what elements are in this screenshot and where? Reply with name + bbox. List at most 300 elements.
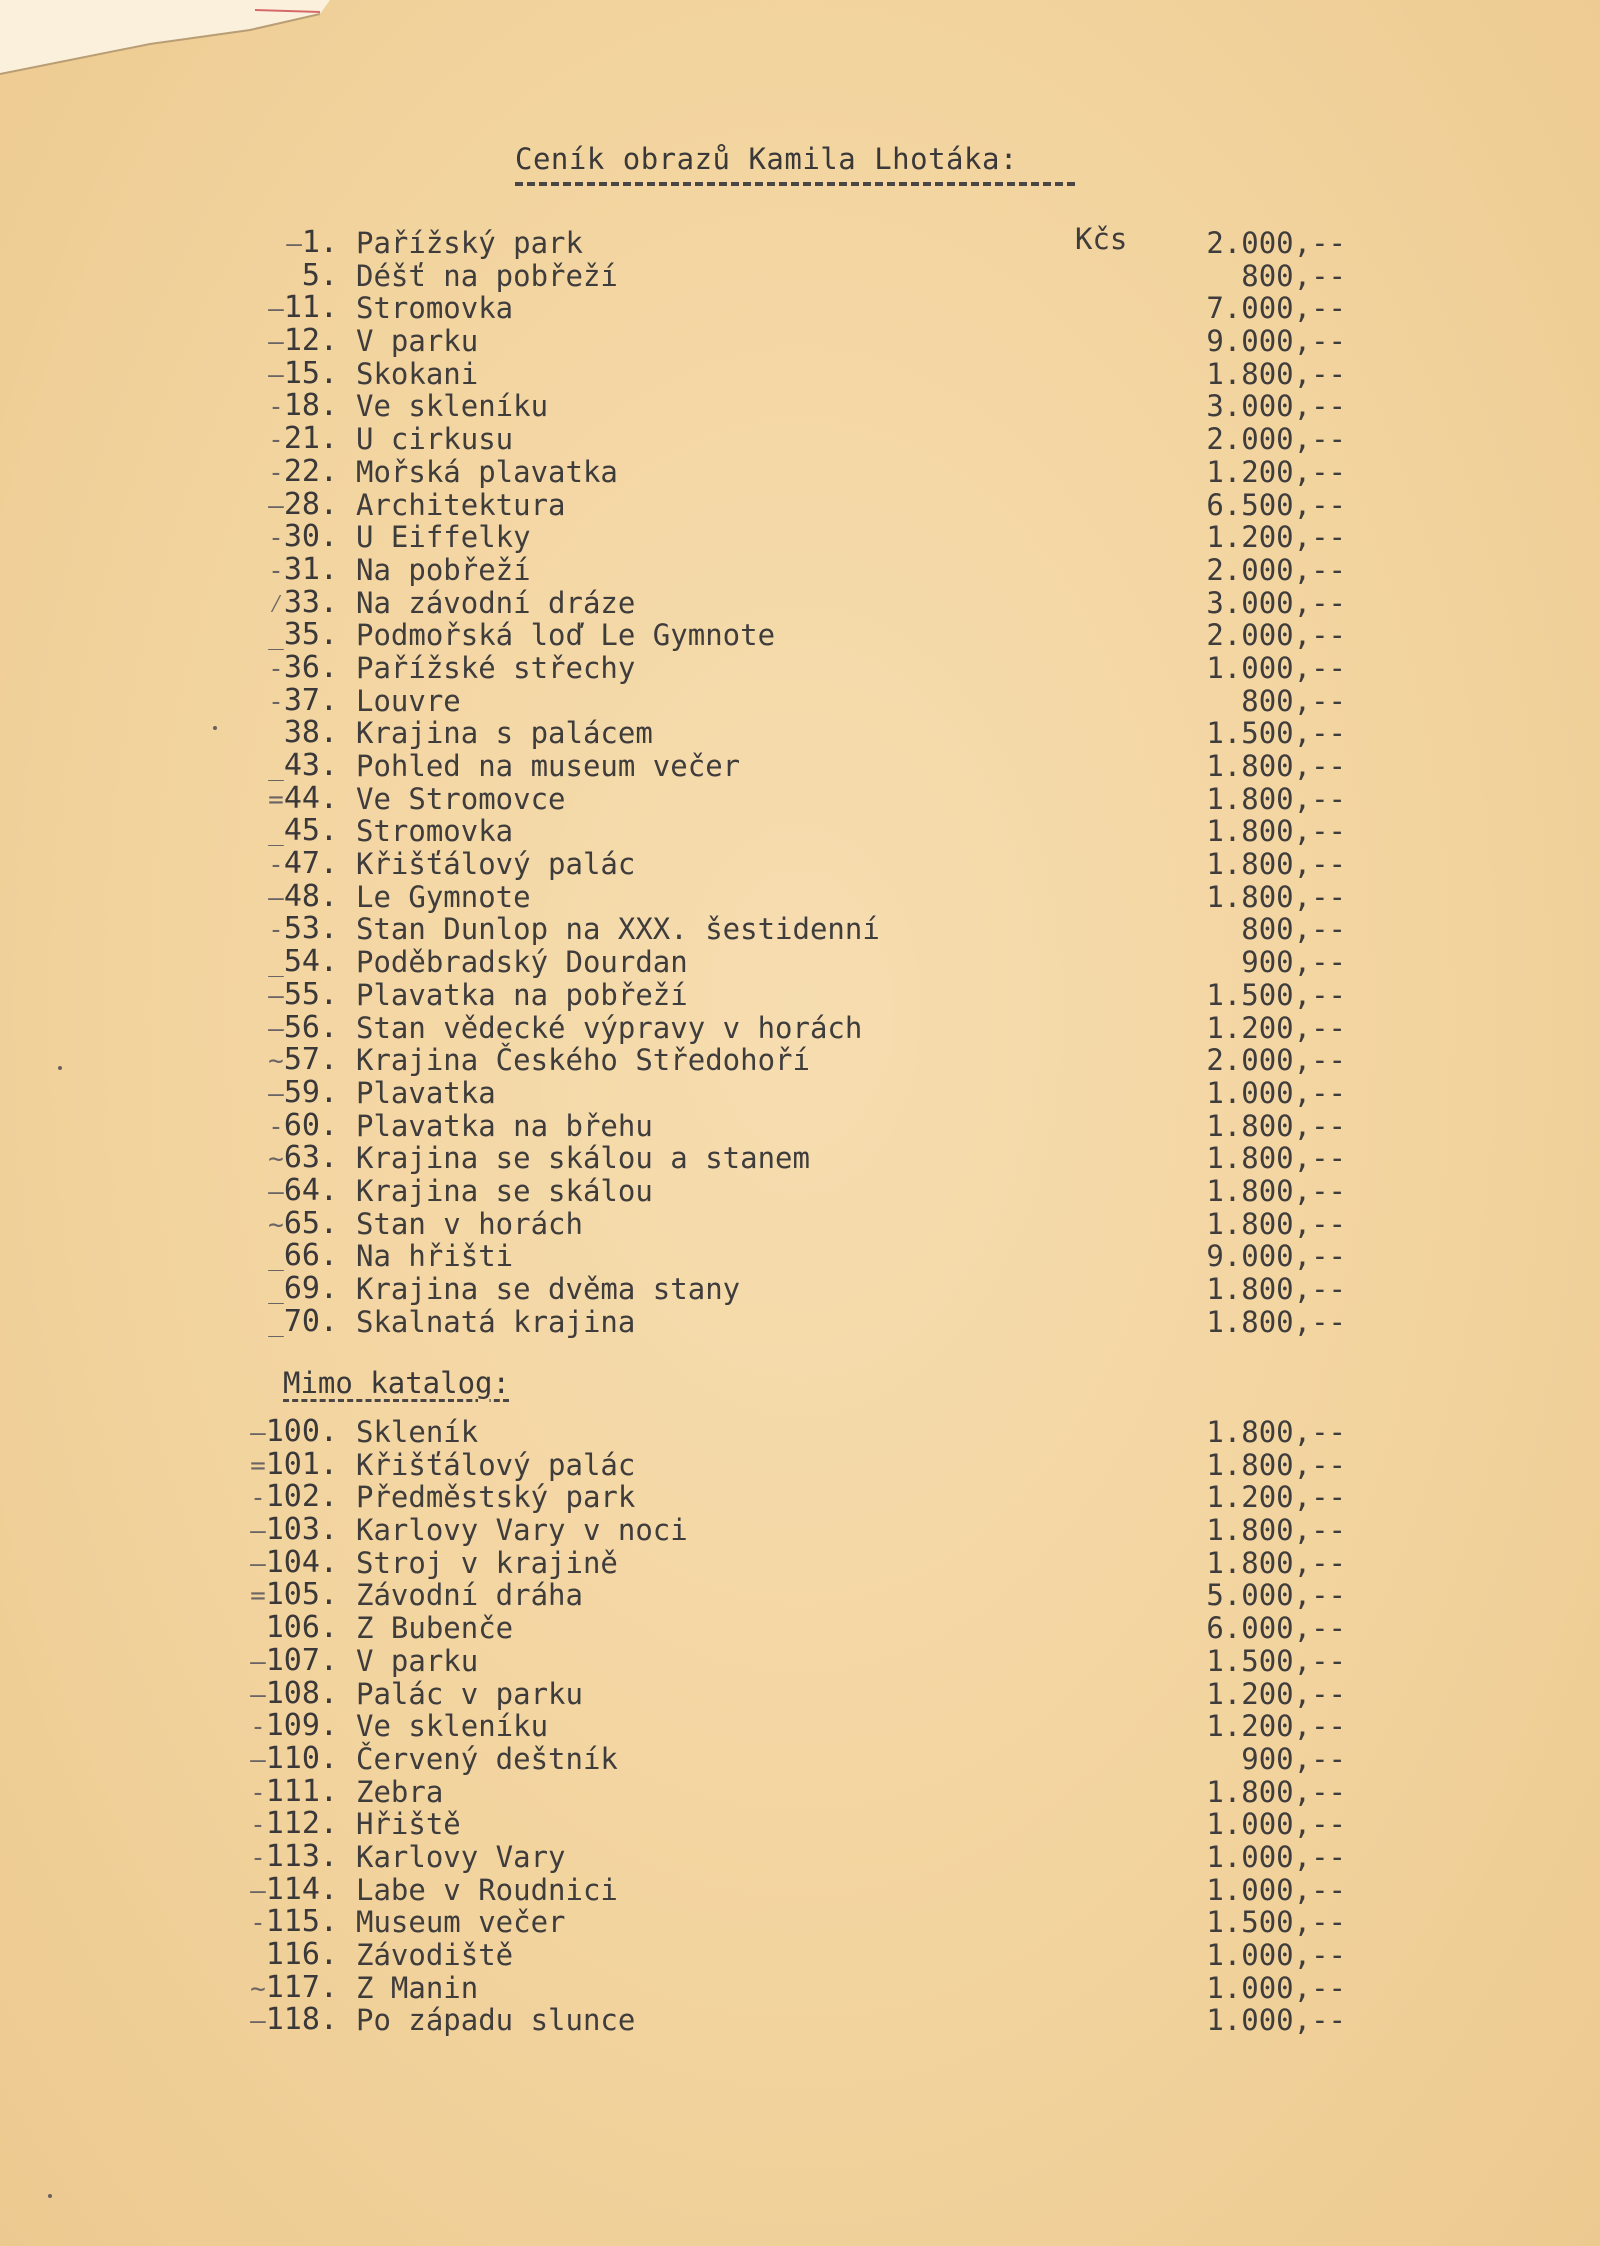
item-number-text: 56. <box>283 1009 338 1045</box>
painting-title: Ve skleníku <box>356 1709 549 1744</box>
painting-price: 3.000,-- <box>1206 585 1346 620</box>
list-item <box>0 222 1600 260</box>
item-number <box>268 292 338 325</box>
item-number <box>250 2004 338 2037</box>
pencil-tick-mark: = <box>250 1450 266 1481</box>
paper-speck <box>213 726 217 730</box>
painting-price: 2.000,-- <box>1206 422 1346 457</box>
item-number <box>268 878 338 914</box>
item-number <box>268 1142 338 1175</box>
item-number <box>268 649 338 685</box>
pencil-tick-mark: _ <box>268 817 284 848</box>
pencil-tick-mark: - <box>268 425 284 456</box>
item-number <box>268 682 338 718</box>
item-number <box>250 1481 338 1514</box>
pencil-tick-mark: - <box>268 1111 284 1142</box>
pencil-tick-mark: _ <box>268 1242 284 1273</box>
item-number <box>268 1009 338 1045</box>
pencil-tick-mark: - <box>268 523 284 554</box>
item-number <box>250 1514 338 1547</box>
painting-price: 1.200,-- <box>1206 520 1346 555</box>
item-number <box>250 1838 338 1874</box>
item-number-text: 102. <box>265 1479 338 1515</box>
painting-title: Závodiště <box>356 1938 514 1972</box>
item-number-text: 104. <box>265 1544 338 1580</box>
item-number-text: 31. <box>283 551 338 587</box>
item-number-text: 65. <box>283 1205 338 1241</box>
item-number-text: 28. <box>283 486 338 522</box>
painting-title: Z Manin <box>356 1970 479 2005</box>
item-number-text: 12. <box>283 323 338 359</box>
painting-price: 800,-- <box>1241 683 1346 718</box>
painting-price: 1.500,-- <box>1206 1643 1346 1678</box>
item-number <box>268 1205 338 1241</box>
painting-title: Louvre <box>356 683 461 718</box>
painting-title: Ve skleníku <box>356 389 549 424</box>
item-number <box>268 750 338 783</box>
painting-price: 2.000,-- <box>1206 1043 1346 1078</box>
painting-title: Pařížský park <box>356 226 583 260</box>
catalog-list <box>0 222 1600 1339</box>
list-item <box>0 1808 1600 1841</box>
pencil-tick-mark: _ <box>268 948 284 979</box>
painting-title: Plavatka na břehu <box>356 1108 653 1143</box>
list-item <box>0 649 1600 685</box>
item-number-text: 1. <box>301 225 338 260</box>
torn-corner <box>0 0 340 80</box>
pencil-tick-mark: - <box>268 686 284 717</box>
paper-speck <box>58 1066 62 1070</box>
item-number <box>268 1273 338 1306</box>
list-item <box>0 1642 1600 1678</box>
painting-title: Zebra <box>356 1774 444 1809</box>
painting-price: 1.000,-- <box>1206 1075 1346 1110</box>
list-item <box>0 257 1600 293</box>
painting-price: 5.000,-- <box>1206 1578 1346 1613</box>
list-item <box>0 453 1600 489</box>
item-number-text: 64. <box>283 1172 338 1208</box>
item-number-text: 105. <box>265 1577 338 1613</box>
pencil-tick-mark: ~ <box>268 1144 284 1175</box>
item-number-text: 111. <box>265 1773 338 1809</box>
painting-title: Hřiště <box>356 1807 461 1842</box>
painting-price: 1.000,-- <box>1206 1938 1346 1972</box>
painting-title: Stroj v krajině <box>356 1545 618 1580</box>
item-number-text: 63. <box>283 1140 338 1176</box>
item-number-text: 113. <box>265 1838 338 1874</box>
pencil-tick-mark: ~ <box>268 1046 284 1077</box>
painting-price: 1.800,-- <box>1206 847 1346 882</box>
painting-title: Poděbradský Dourdan <box>356 945 688 980</box>
pencil-tick-mark: — <box>268 980 284 1011</box>
item-number-text: 116. <box>265 1937 338 1972</box>
list-item <box>0 1107 1600 1143</box>
item-number-text: 48. <box>283 878 338 914</box>
painting-price: 1.000,-- <box>1206 2003 1346 2038</box>
list-item <box>0 1740 1600 1776</box>
painting-price: 1.800,-- <box>1206 1774 1346 1809</box>
painting-price: 1.000,-- <box>1206 1970 1346 2005</box>
list-item <box>0 1838 1600 1874</box>
painting-price: 1.800,-- <box>1206 781 1346 816</box>
list-item <box>0 1906 1600 1939</box>
pencil-tick-mark: — <box>268 490 284 521</box>
painting-price: 1.800,-- <box>1206 1415 1346 1449</box>
pencil-tick-mark: — <box>286 229 302 259</box>
item-number <box>268 848 338 881</box>
item-number-text: 37. <box>283 682 338 718</box>
list-item <box>0 913 1600 946</box>
item-number <box>266 1939 338 1972</box>
painting-title: Pohled na museum večer <box>356 749 741 783</box>
item-number <box>268 453 338 489</box>
pencil-tick-mark: _ <box>268 1275 284 1305</box>
list-item <box>0 325 1600 358</box>
list-item <box>0 1675 1600 1711</box>
list-item <box>0 1481 1600 1514</box>
item-number-text: 109. <box>265 1708 338 1744</box>
painting-price: 800,-- <box>1241 258 1346 293</box>
item-number-text: 44. <box>283 780 338 816</box>
item-number-text: 106. <box>265 1610 338 1646</box>
pencil-tick-mark: — <box>268 1078 284 1109</box>
list-item <box>0 848 1600 881</box>
painting-title: Palác v parku <box>356 1676 583 1711</box>
list-item <box>0 717 1600 750</box>
painting-title: Mořská plavatka <box>356 454 618 489</box>
painting-title: Stromovka <box>356 291 514 326</box>
list-item <box>0 1514 1600 1547</box>
painting-price: 1.800,-- <box>1206 1206 1346 1241</box>
item-number <box>250 1642 338 1678</box>
painting-title: Skokani <box>356 356 479 391</box>
list-item <box>0 976 1600 1012</box>
painting-price: 1.200,-- <box>1206 1709 1346 1744</box>
list-item <box>0 292 1600 325</box>
item-number <box>268 486 338 522</box>
pencil-tick-mark: — <box>250 1875 266 1906</box>
item-number <box>268 815 338 848</box>
pencil-tick-mark: — <box>250 1679 266 1710</box>
painting-title: Plavatka <box>356 1075 496 1110</box>
item-number-text: 101. <box>265 1446 338 1482</box>
list-item <box>0 1446 1600 1482</box>
painting-title: Závodní dráha <box>356 1578 583 1613</box>
pencil-tick-mark: _ <box>268 621 284 652</box>
pencil-tick-mark: — <box>268 327 284 358</box>
painting-title: Labe v Roudnici <box>356 1872 618 1907</box>
painting-price: 1.800,-- <box>1206 1108 1346 1143</box>
painting-price: 1.800,-- <box>1206 1513 1346 1548</box>
item-number <box>268 551 338 587</box>
list-item <box>0 2004 1600 2037</box>
item-number-text: 103. <box>265 1512 338 1548</box>
painting-price: 1.800,-- <box>1206 1545 1346 1580</box>
list-item <box>0 1142 1600 1175</box>
list-item <box>0 682 1600 718</box>
painting-title: Pařížské střechy <box>356 650 636 685</box>
list-item <box>0 423 1600 456</box>
painting-title: Červený deštník <box>356 1741 618 1776</box>
painting-price: 6.500,-- <box>1206 487 1346 522</box>
item-number-text: 118. <box>265 2002 338 2038</box>
item-number-text: 5. <box>301 257 338 293</box>
pencil-tick-mark: ⁄ <box>268 588 284 619</box>
item-number-text: 38. <box>283 715 338 751</box>
pencil-tick-mark: - <box>250 1810 266 1841</box>
item-number <box>268 1107 338 1143</box>
pencil-tick-mark: = <box>250 1581 266 1612</box>
item-number-text: 35. <box>283 617 338 653</box>
pencil-tick-mark: — <box>250 1744 266 1775</box>
item-number <box>250 1416 338 1449</box>
painting-price: 2.000,-- <box>1206 552 1346 587</box>
item-number <box>250 1808 338 1841</box>
painting-price: 1.500,-- <box>1206 977 1346 1012</box>
item-number-text: 11. <box>283 290 338 326</box>
painting-price: 1.000,-- <box>1206 1807 1346 1842</box>
list-item <box>0 780 1600 816</box>
item-number-text: 107. <box>265 1642 338 1678</box>
list-item <box>0 1871 1600 1907</box>
list-item <box>0 1172 1600 1208</box>
item-number <box>250 1871 338 1907</box>
painting-title: U Eiffelky <box>356 520 531 555</box>
painting-title: Stan Dunlop na XXX. šestidenní <box>356 912 880 947</box>
pencil-tick-mark: — <box>250 1516 266 1547</box>
list-item <box>0 1579 1600 1612</box>
pencil-tick-mark: — <box>250 2006 266 2037</box>
painting-title: Stan vědecké výpravy v horách <box>356 1010 863 1045</box>
pencil-tick-mark: _ <box>268 1307 284 1338</box>
list-item <box>0 1969 1600 2005</box>
painting-title: Krajina se skálou a stanem <box>356 1141 810 1176</box>
painting-price: 900,-- <box>1241 945 1346 980</box>
pencil-tick-mark: - <box>250 1483 266 1514</box>
pencil-tick-mark: - <box>250 1777 266 1808</box>
item-number <box>268 780 338 816</box>
pencil-tick-mark: - <box>268 653 284 684</box>
item-number <box>268 976 338 1012</box>
item-number-text: 114. <box>265 1871 338 1907</box>
pencil-tick-mark: - <box>250 1842 266 1873</box>
pencil-tick-mark: - <box>268 392 284 423</box>
list-item <box>0 1240 1600 1273</box>
painting-title: Krajina se dvěma stany <box>356 1272 741 1306</box>
painting-price: 1.000,-- <box>1206 1839 1346 1874</box>
item-number-text: 108. <box>265 1675 338 1711</box>
painting-price: 800,-- <box>1241 912 1346 947</box>
list-item <box>0 1273 1600 1306</box>
pencil-tick-mark: ~ <box>268 1209 284 1240</box>
item-number <box>268 1240 338 1273</box>
item-number <box>268 521 338 554</box>
pencil-tick-mark: — <box>268 882 284 913</box>
list-item <box>0 1939 1600 1972</box>
item-number <box>250 1740 338 1776</box>
painting-title: Podmořská loď Le Gymnote <box>356 618 776 653</box>
list-item <box>0 1544 1600 1580</box>
painting-price: 9.000,-- <box>1206 1239 1346 1274</box>
painting-title: Karlovy Vary v noci <box>356 1513 688 1548</box>
pencil-tick-mark: - <box>268 850 284 881</box>
painting-title: Krajina se skálou <box>356 1173 653 1208</box>
item-number-text: 47. <box>283 846 338 882</box>
painting-title: Karlovy Vary <box>356 1839 566 1874</box>
painting-title: Ve Stromovce <box>356 781 566 816</box>
pencil-tick-mark: - <box>268 555 284 586</box>
list-item <box>0 1044 1600 1077</box>
list-item <box>0 1773 1600 1809</box>
currency-label: Kčs <box>1075 222 1128 256</box>
painting-price: 1.800,-- <box>1206 1272 1346 1306</box>
pencil-tick-mark: _ <box>268 752 284 782</box>
item-number-text: 36. <box>283 649 338 685</box>
painting-title: Předměstský park <box>356 1480 636 1515</box>
painting-price: 1.500,-- <box>1206 1905 1346 1940</box>
painting-price: 9.000,-- <box>1206 324 1346 359</box>
item-number-text: 21. <box>283 421 338 457</box>
painting-price: 1.800,-- <box>1206 1304 1346 1339</box>
painting-title: Na závodní dráze <box>356 585 636 620</box>
painting-price: 1.800,-- <box>1206 356 1346 391</box>
item-number <box>250 1446 338 1482</box>
painting-price: 1.500,-- <box>1206 716 1346 751</box>
painting-price: 7.000,-- <box>1206 291 1346 326</box>
item-number <box>250 1969 338 2005</box>
item-number <box>284 717 338 750</box>
item-number-text: 55. <box>283 976 338 1012</box>
item-number-text: 18. <box>283 388 338 424</box>
painting-title: Architektura <box>356 487 566 522</box>
item-number <box>250 1710 338 1743</box>
painting-price: 2.000,-- <box>1206 226 1346 260</box>
list-item <box>0 1074 1600 1110</box>
painting-price: 1.800,-- <box>1206 879 1346 914</box>
list-item <box>0 1303 1600 1339</box>
painting-title: Skleník <box>356 1415 479 1449</box>
item-number <box>268 913 338 946</box>
painting-price: 1.200,-- <box>1206 454 1346 489</box>
item-number-text: 66. <box>283 1238 338 1274</box>
item-number <box>268 619 338 652</box>
pencil-tick-mark: — <box>250 1418 266 1448</box>
item-number-text: 69. <box>283 1271 338 1306</box>
painting-price: 6.000,-- <box>1206 1611 1346 1646</box>
painting-price: 900,-- <box>1241 1741 1346 1776</box>
item-number-text: 30. <box>283 519 338 555</box>
painting-price: 1.200,-- <box>1206 1480 1346 1515</box>
item-number <box>268 355 338 391</box>
item-number <box>250 1906 338 1939</box>
item-number-text: 59. <box>283 1074 338 1110</box>
painting-title: Museum večer <box>356 1905 566 1940</box>
list-item <box>0 1009 1600 1045</box>
item-number-text: 57. <box>283 1042 338 1078</box>
pencil-tick-mark: - <box>268 915 284 946</box>
painting-title: Po západu slunce <box>356 2003 636 2038</box>
painting-price: 1.800,-- <box>1206 1173 1346 1208</box>
item-number-text: 115. <box>265 1904 338 1940</box>
item-number <box>268 325 338 358</box>
list-item <box>0 390 1600 423</box>
pencil-tick-mark: - <box>250 1908 266 1939</box>
pencil-tick-mark: — <box>268 294 284 325</box>
painting-price: 2.000,-- <box>1206 618 1346 653</box>
painting-title: V parku <box>356 1643 479 1678</box>
item-number <box>268 1044 338 1077</box>
item-number <box>250 1675 338 1711</box>
list-item <box>0 1612 1600 1645</box>
item-number <box>268 946 338 979</box>
item-number-text: 53. <box>283 911 338 947</box>
item-number-text: 54. <box>283 944 338 980</box>
pencil-tick-mark: — <box>250 1646 266 1677</box>
list-item <box>0 1205 1600 1241</box>
item-number-text: 43. <box>283 748 338 783</box>
list-item <box>0 1416 1600 1449</box>
item-number <box>268 390 338 423</box>
list-item <box>0 521 1600 554</box>
painting-price: 1.000,-- <box>1206 650 1346 685</box>
item-number-text: 117. <box>265 1969 338 2005</box>
item-number <box>266 1612 338 1645</box>
pencil-tick-mark: - <box>250 1712 266 1743</box>
painting-price: 1.800,-- <box>1206 1141 1346 1176</box>
list-item <box>0 878 1600 914</box>
item-number <box>268 1303 338 1339</box>
painting-price: 3.000,-- <box>1206 389 1346 424</box>
painting-title: Z Bubenče <box>356 1611 514 1646</box>
item-number-text: 100. <box>265 1414 338 1449</box>
item-number-text: 45. <box>283 813 338 849</box>
painting-title: U cirkusu <box>356 422 514 457</box>
title-underline <box>515 182 1075 186</box>
pencil-tick-mark: — <box>250 1548 266 1579</box>
item-number-text: 33. <box>283 584 338 620</box>
painting-price: 1.000,-- <box>1206 1872 1346 1907</box>
painting-title: Stan v horách <box>356 1206 583 1241</box>
pencil-tick-mark: - <box>268 457 284 488</box>
painting-price: 1.200,-- <box>1206 1010 1346 1045</box>
painting-title: Stromovka <box>356 814 514 849</box>
painting-price: 1.800,-- <box>1206 749 1346 783</box>
painting-title: Krajina s palácem <box>356 716 653 751</box>
item-number <box>301 257 338 293</box>
extra-list <box>0 1416 1600 2037</box>
list-item <box>0 619 1600 652</box>
list-item <box>0 750 1600 783</box>
paper-speck <box>48 2194 52 2198</box>
list-item <box>0 946 1600 979</box>
item-number <box>268 1172 338 1208</box>
item-number-text: 15. <box>283 355 338 391</box>
pencil-tick-mark: — <box>268 1013 284 1044</box>
pencil-tick-mark: – <box>268 359 284 390</box>
painting-title: Na hřišti <box>356 1239 514 1274</box>
item-number <box>268 584 338 620</box>
item-number <box>268 1074 338 1110</box>
painting-price: 1.800,-- <box>1206 814 1346 849</box>
painting-title: Skalnatá krajina <box>356 1304 636 1339</box>
item-number <box>250 1544 338 1580</box>
item-number <box>268 423 338 456</box>
painting-title: Krajina Českého Středohoří <box>356 1043 810 1078</box>
pencil-tick-mark: ~ <box>250 1973 266 2004</box>
item-number <box>286 227 338 260</box>
painting-title: Křišťálový palác <box>356 847 636 882</box>
item-number <box>250 1579 338 1612</box>
